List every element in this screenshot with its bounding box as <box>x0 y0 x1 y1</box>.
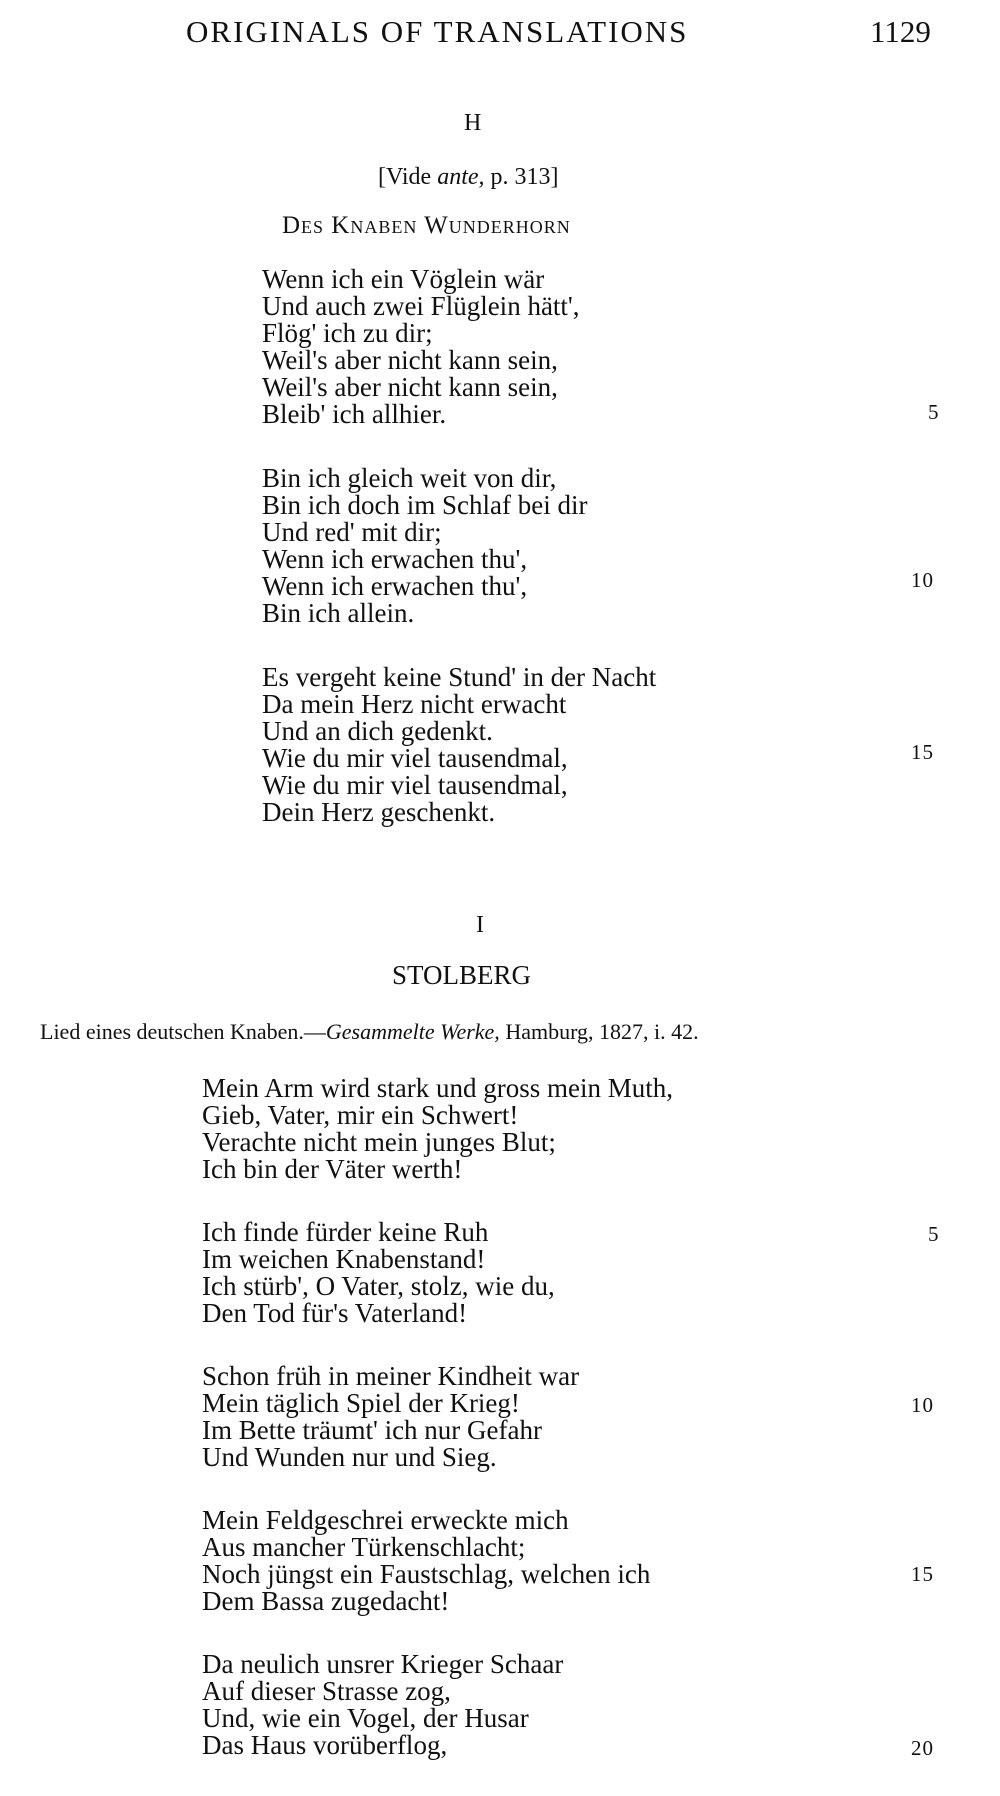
poem-line: Ich stürb', O Vater, stolz, wie du, <box>202 1271 555 1301</box>
poem-line: Dein Herz geschenkt. <box>262 797 496 827</box>
section-i-letter: I <box>476 912 484 938</box>
poem-line: Und Wunden nur und Sieg. <box>202 1442 497 1472</box>
poem-line: Es vergeht keine Stund' in der Nacht <box>262 662 657 692</box>
line-number: 20 <box>911 1736 934 1760</box>
poem-line: Ich bin der Väter werth! <box>202 1154 463 1184</box>
source-italic: Gesammelte Werke, <box>325 1019 500 1044</box>
poem-line: Wie du mir viel tausendmal, <box>262 743 568 773</box>
poem-line: Wenn ich erwachen thu', <box>262 571 528 601</box>
poem-line: Verachte nicht mein junges Blut; <box>202 1127 556 1157</box>
poem-line: Weil's aber nicht kann sein, <box>262 345 558 375</box>
running-title: ORIGINALS OF TRANSLATIONS <box>186 14 689 49</box>
source-suffix: Hamburg, 1827, i. 42. <box>499 1019 699 1044</box>
section-h-letter: H <box>464 110 482 136</box>
poem-line: Bin ich doch im Schlaf bei dir <box>262 490 588 520</box>
poem-line: Ich finde fürder keine Ruh <box>202 1217 489 1247</box>
poem-line: Wenn ich erwachen thu', <box>262 544 528 574</box>
poem-line: Mein Arm wird stark und gross mein Muth, <box>202 1073 673 1103</box>
poem-line: Wenn ich ein Vöglein wär <box>262 264 545 294</box>
poem-line: Aus mancher Türkenschlacht; <box>202 1532 526 1562</box>
line-number: 15 <box>911 1562 934 1586</box>
line-number: 10 <box>911 1393 934 1417</box>
poem-line: Und an dich gedenkt. <box>262 716 493 746</box>
line-number: 10 <box>911 568 934 592</box>
poem-line: Bin ich allein. <box>262 598 415 628</box>
reference-suffix: p. 313] <box>484 164 559 190</box>
poem-line: Flög' ich zu dir; <box>262 318 433 348</box>
poem-line: Auf dieser Strasse zog, <box>202 1676 451 1706</box>
line-number: 5 <box>928 400 940 424</box>
section-h-reference <box>378 164 559 191</box>
poem-line: Dem Bassa zugedacht! <box>202 1586 450 1616</box>
source-prefix: Lied eines deutschen Knaben.— <box>40 1019 326 1044</box>
poem-line: Da mein Herz nicht erwacht <box>262 689 567 719</box>
poem-line: Mein täglich Spiel der Krieg! <box>202 1388 520 1418</box>
poem-line: Noch jüngst ein Faustschlag, welchen ich <box>202 1559 651 1589</box>
poem-line: Und red' mit dir; <box>262 517 442 547</box>
poem-line: Im Bette träumt' ich nur Gefahr <box>202 1415 542 1445</box>
poem-line: Den Tod für's Vaterland! <box>202 1298 468 1328</box>
poem-line: Da neulich unsrer Krieger Schaar <box>202 1649 564 1679</box>
reference-italic: ante, <box>437 164 485 190</box>
reference-prefix: [Vide <box>378 164 438 190</box>
poem-line: Mein Feldgeschrei erweckte mich <box>202 1505 569 1535</box>
poem-line: Wie du mir viel tausendmal, <box>262 770 568 800</box>
poem-line: Schon früh in meiner Kindheit war <box>202 1361 580 1391</box>
poem-line: Das Haus vorüberflog, <box>202 1730 448 1760</box>
poem-line: Bleib' ich allhier. <box>262 399 447 429</box>
section-i-title: STOLBERG <box>392 960 532 990</box>
line-number: 15 <box>911 740 934 764</box>
page-number: 1129 <box>870 14 931 49</box>
poem-line: Bin ich gleich weit von dir, <box>262 463 557 493</box>
poem-line: Und auch zwei Flüglein hätt', <box>262 291 580 321</box>
poem-line: Weil's aber nicht kann sein, <box>262 372 558 402</box>
section-h-title: Des Knaben Wunderhorn <box>282 212 571 239</box>
section-i-source <box>40 1019 699 1045</box>
line-number: 5 <box>928 1222 940 1246</box>
poem-line: Und, wie ein Vogel, der Husar <box>202 1703 529 1733</box>
poem-line: Im weichen Knabenstand! <box>202 1244 486 1274</box>
poem-line: Gieb, Vater, mir ein Schwert! <box>202 1100 519 1130</box>
